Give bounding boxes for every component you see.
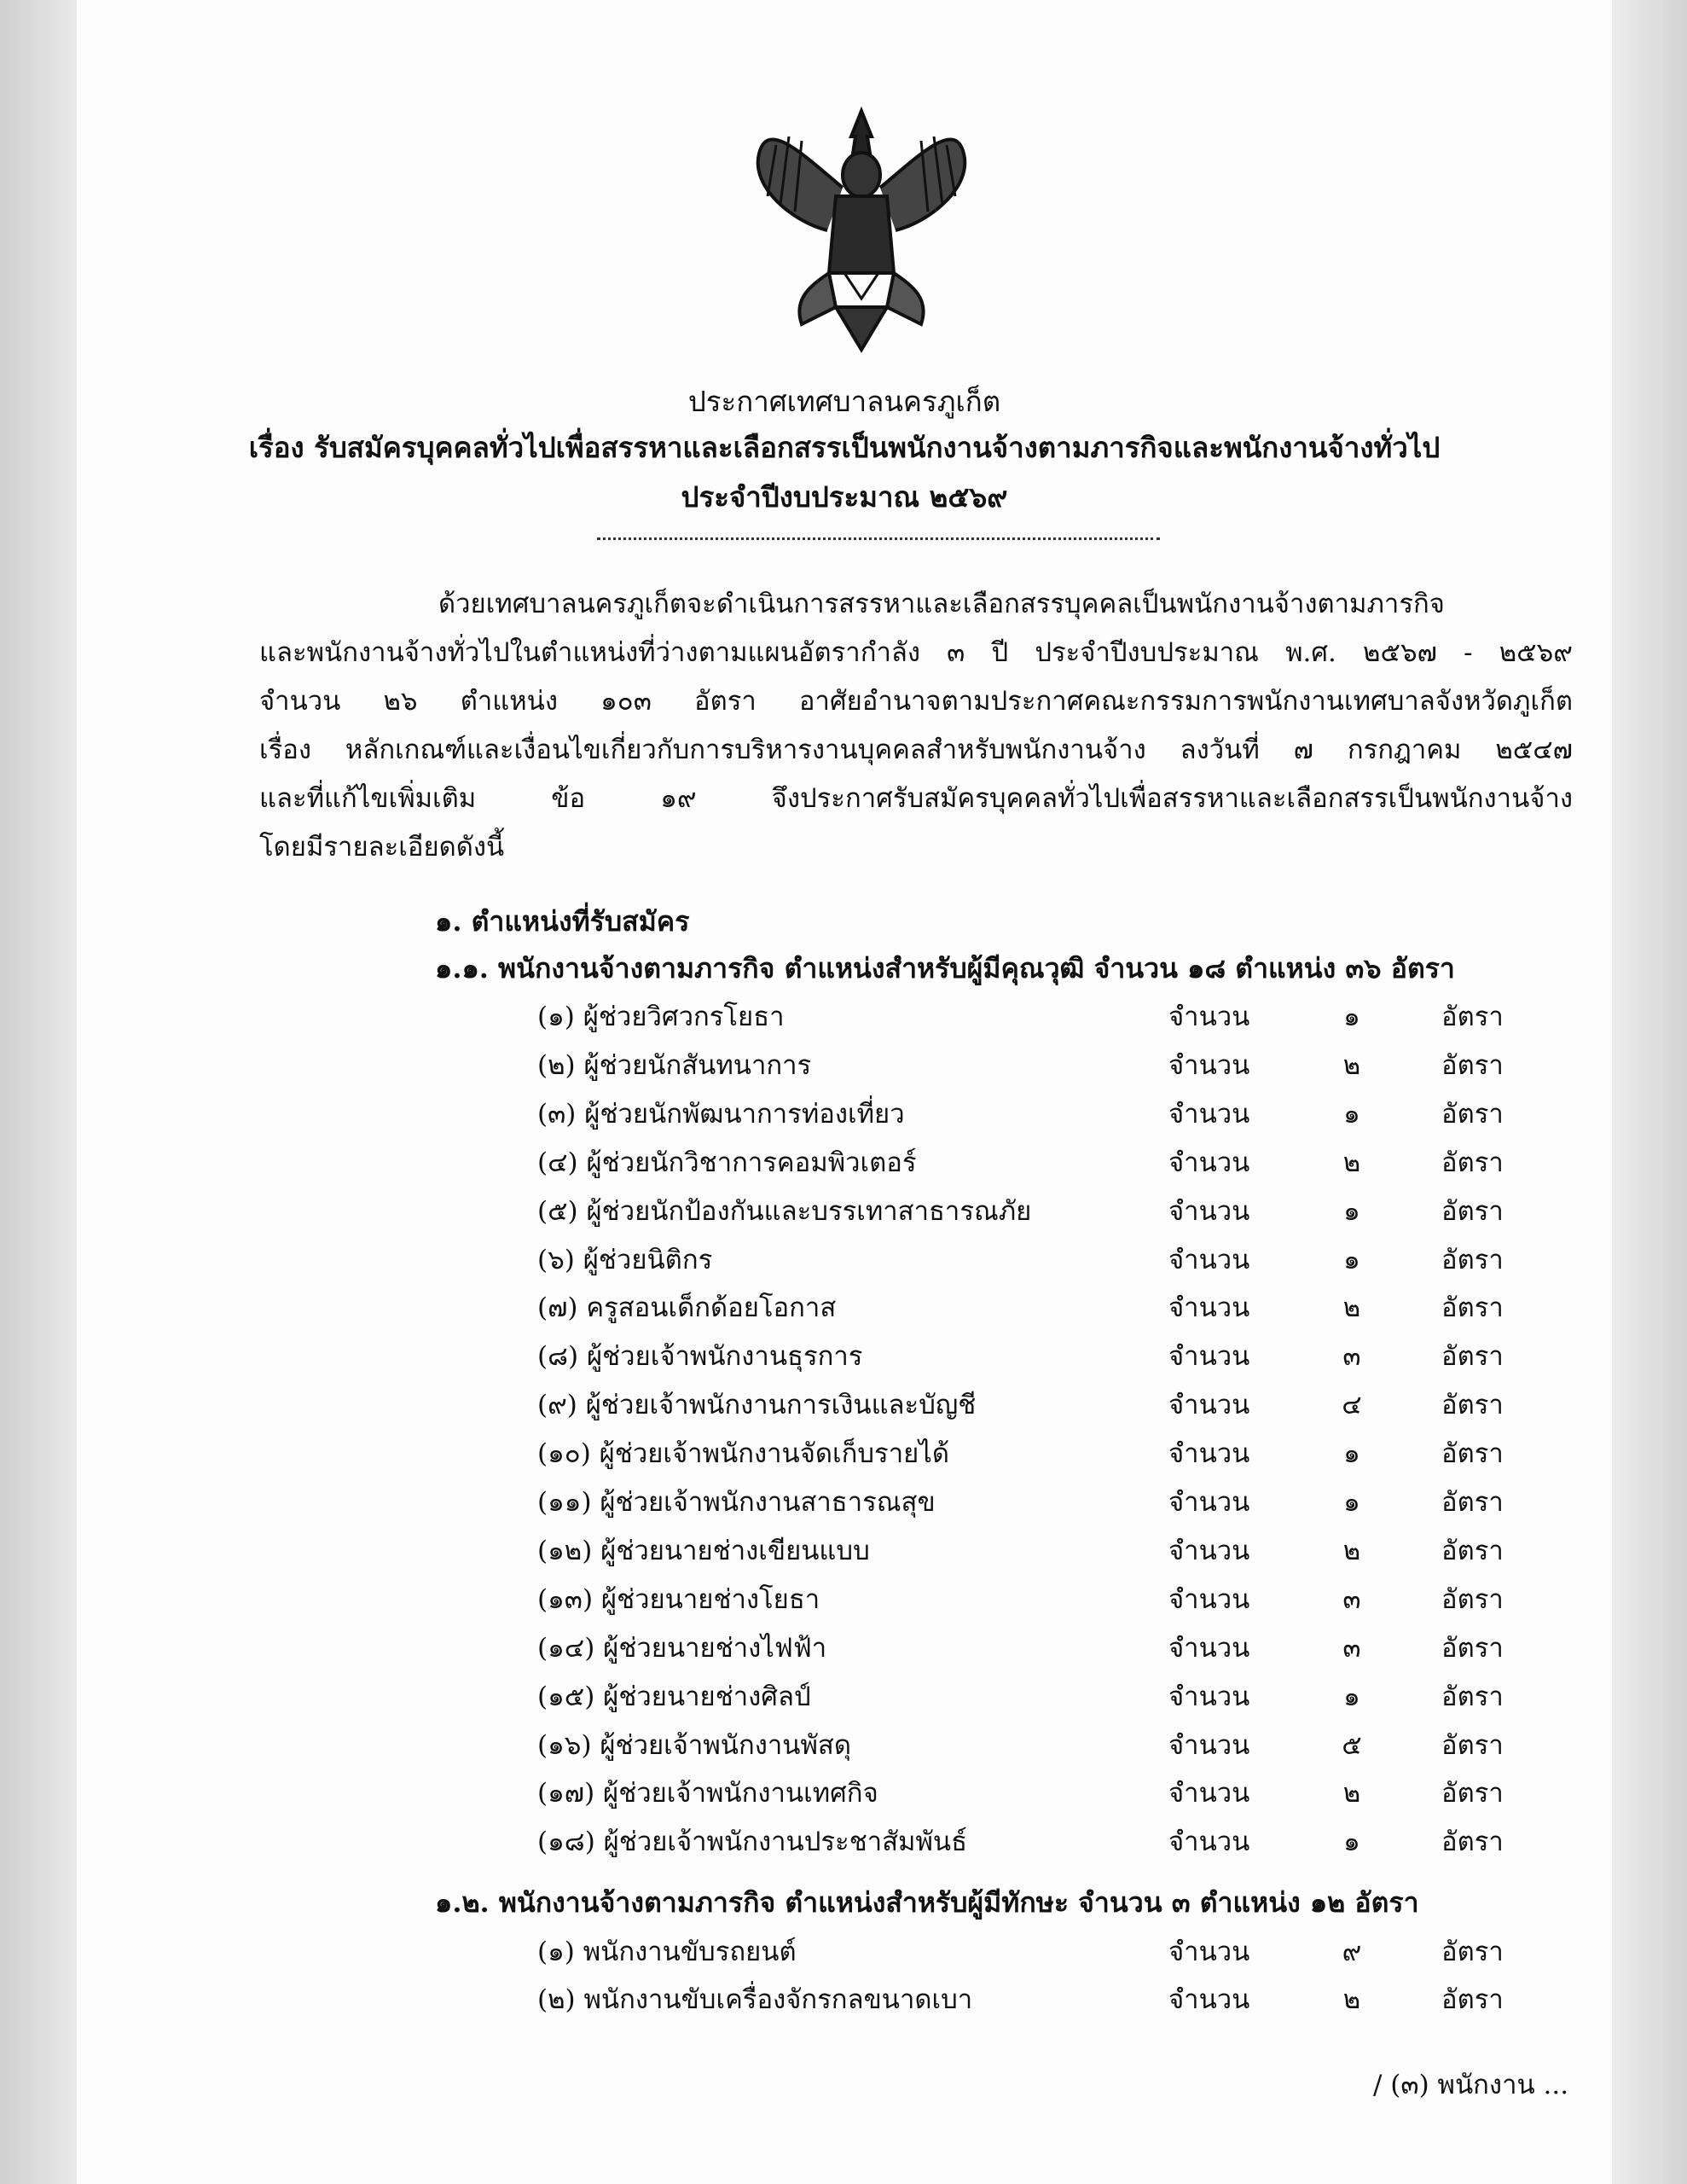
position-count: ๒: [1342, 1984, 1361, 2015]
position-count: ๒: [1342, 1778, 1361, 1809]
position-row: [537, 1978, 1561, 2025]
count-label: จำนวน: [1168, 1292, 1250, 1324]
position-name: (๘) ผู้ช่วยเจ้าพนักงานธุรการ: [537, 1341, 863, 1373]
unit-label: อัตรา: [1441, 1341, 1504, 1373]
position-name: (๑) ผู้ช่วยวิศวกรโยธา: [537, 1002, 785, 1032]
count-label: จำนวน: [1168, 1681, 1250, 1712]
count-label: จำนวน: [1168, 1147, 1250, 1178]
intro-line: ด้วยเทศบาลนครภูเก็ตจะดำเนินการสรรหาและเลือกสรรบุคคลเป็นพนักงานจ้างตามภารกิจ: [438, 589, 1445, 619]
unit-label: อัตรา: [1441, 1535, 1504, 1566]
position-row: [537, 1930, 1561, 1978]
position-row: [537, 1286, 1561, 1333]
position-name: (๒) ผู้ช่วยนักสันทนาการ: [537, 1049, 812, 1081]
unit-label: อัตรา: [1441, 1729, 1504, 1761]
document-page: [77, 0, 1612, 2184]
position-row: [537, 1238, 1561, 1286]
position-row: [537, 1432, 1561, 1479]
position-name: (๑๘) ผู้ช่วยเจ้าพนักงานประชาสัมพันธ์: [537, 1827, 968, 1858]
count-label: จำนวน: [1168, 1002, 1250, 1032]
unit-label: อัตรา: [1441, 1390, 1504, 1421]
position-row: [537, 1771, 1561, 1819]
count-label: จำนวน: [1168, 1244, 1250, 1275]
position-count: ๒: [1342, 1049, 1361, 1081]
position-row: [537, 1092, 1561, 1140]
position-count: ๑: [1343, 1244, 1360, 1275]
position-count: ๑: [1343, 1098, 1360, 1130]
position-name: (๑๑) ผู้ช่วยเจ้าพนักงานสาธารณสุข: [537, 1487, 936, 1518]
position-count: ๑: [1343, 1195, 1360, 1227]
intro-line: โดยมีรายละเอียดดังนี้: [259, 832, 505, 863]
position-name: (๙) ผู้ช่วยเจ้าพนักงานการเงินและบัญชี: [537, 1390, 977, 1421]
count-label: จำนวน: [1168, 1632, 1250, 1664]
position-name: (๒) พนักงานขับเครื่องจักรกลขนาดเบา: [537, 1984, 973, 2015]
unit-label: อัตรา: [1441, 1098, 1504, 1130]
count-label: จำนวน: [1168, 1729, 1250, 1761]
position-name: (๑๒) ผู้ช่วยนายช่างเขียนแบบ: [537, 1535, 870, 1566]
count-label: จำนวน: [1168, 1778, 1250, 1809]
intro-line: เรื่อง หลักเกณฑ์และเงื่อนไขเกี่ยวกับการบริหารงานบุคคลสำหรับพนักงานจ้าง ลงวันที่ ๗ กรกฎาคม ๒๕๔๗: [259, 735, 1573, 765]
position-row: [537, 1820, 1561, 1867]
garuda-emblem-icon: [742, 102, 981, 358]
position-count: ๓: [1342, 1583, 1361, 1615]
announcement-title: ประกาศเทศบาลนครภูเก็ต: [687, 385, 1001, 418]
count-label: จำนวน: [1168, 1583, 1250, 1615]
unit-label: อัตรา: [1441, 1937, 1504, 1967]
scan-edge-right: [1612, 0, 1687, 2184]
scan-edge-left: [0, 0, 77, 2184]
intro-line: และพนักงานจ้างทั่วไปในตำแหน่งที่ว่างตามแผนอัตรากำลัง ๓ ปี ประจำปีงบประมาณ พ.ศ. ๒๕๖๗ - ๒๕๖๙: [259, 637, 1573, 668]
unit-label: อัตรา: [1441, 1827, 1504, 1858]
page-continuation: / (๓) พนักงาน ...: [1373, 2070, 1569, 2100]
count-label: จำนวน: [1168, 1390, 1250, 1421]
unit-label: อัตรา: [1441, 1049, 1504, 1081]
dotted-divider: [597, 537, 1160, 540]
unit-label: อัตรา: [1441, 1487, 1504, 1518]
position-row: [537, 1529, 1561, 1577]
position-name: (๑๐) ผู้ช่วยเจ้าพนักงานจัดเก็บรายได้: [537, 1438, 949, 1470]
unit-label: อัตรา: [1441, 1292, 1504, 1324]
position-count: ๒: [1342, 1535, 1361, 1566]
unit-label: อัตรา: [1441, 1244, 1504, 1275]
unit-label: อัตรา: [1441, 1632, 1504, 1664]
unit-label: อัตรา: [1441, 1778, 1504, 1809]
count-label: จำนวน: [1168, 1341, 1250, 1373]
count-label: จำนวน: [1168, 1937, 1250, 1967]
position-row: [537, 1480, 1561, 1528]
announcement-fiscal-year: ประจำปีงบประมาณ ๒๕๖๙: [681, 480, 1008, 514]
position-row: [537, 1334, 1561, 1382]
position-row: [537, 1577, 1561, 1625]
position-row: [537, 1675, 1561, 1722]
position-count: ๙: [1342, 1937, 1362, 1967]
section-heading: ๑. ตำแหน่งที่รับสมัคร: [435, 905, 690, 938]
position-name: (๑๕) ผู้ช่วยนายช่างศิลป์: [537, 1681, 811, 1712]
count-label: จำนวน: [1168, 1049, 1250, 1081]
intro-line: จำนวน ๒๖ ตำแหน่ง ๑๐๓ อัตรา อาศัยอำนาจตามประกาศคณะกรรมการพนักงานเทศบาลจังหวัดภูเก็ต: [259, 686, 1573, 717]
position-count: ๑: [1343, 1681, 1360, 1712]
position-count: ๑: [1343, 1438, 1360, 1470]
position-count: ๑: [1343, 1002, 1360, 1032]
unit-label: อัตรา: [1441, 1147, 1504, 1178]
position-name: (๖) ผู้ช่วยนิติกร: [537, 1244, 713, 1275]
position-row: [537, 1189, 1561, 1237]
position-count: ๑: [1343, 1827, 1360, 1858]
count-label: จำนวน: [1168, 1535, 1250, 1566]
position-count: ๓: [1342, 1632, 1361, 1664]
position-row: [537, 995, 1561, 1043]
position-name: (๑๖) ผู้ช่วยเจ้าพนักงานพัสดุ: [537, 1729, 851, 1761]
unit-label: อัตรา: [1441, 1583, 1504, 1615]
position-count: ๓: [1342, 1341, 1361, 1373]
position-name: (๕) ผู้ช่วยนักป้องกันและบรรเทาสาธารณภัย: [537, 1195, 1032, 1227]
position-row: [537, 1043, 1561, 1091]
position-count: ๑: [1343, 1487, 1360, 1518]
subsection-heading: ๑.๑. พนักงานจ้างตามภารกิจ ตำแหน่งสำหรับผู้มีคุณวุฒิ จำนวน ๑๘ ตำแหน่ง ๓๖ อัตรา: [435, 952, 1455, 985]
unit-label: อัตรา: [1441, 1002, 1504, 1032]
count-label: จำนวน: [1168, 1438, 1250, 1470]
count-label: จำนวน: [1168, 1984, 1250, 2015]
position-count: ๕: [1342, 1729, 1362, 1761]
count-label: จำนวน: [1168, 1098, 1250, 1130]
announcement-subject: เรื่อง รับสมัครบุคคลทั่วไปเพื่อสรรหาและเลือกสรรเป็นพนักงานจ้างตามภารกิจและพนักงานจ้างทั่วไป: [248, 431, 1441, 464]
position-row: [537, 1141, 1561, 1188]
position-name: (๓) ผู้ช่วยนักพัฒนาการท่องเที่ยว: [537, 1098, 905, 1130]
position-count: ๔: [1342, 1390, 1362, 1421]
position-row: [537, 1383, 1561, 1431]
count-label: จำนวน: [1168, 1487, 1250, 1518]
count-label: จำนวน: [1168, 1827, 1250, 1858]
unit-label: อัตรา: [1441, 1984, 1504, 2015]
position-name: (๑๔) ผู้ช่วยนายช่างไฟฟ้า: [537, 1632, 827, 1664]
position-name: (๑) พนักงานขับรถยนต์: [537, 1937, 797, 1967]
position-count: ๒: [1342, 1292, 1361, 1324]
position-name: (๔) ผู้ช่วยนักวิชาการคอมพิวเตอร์: [537, 1147, 917, 1178]
unit-label: อัตรา: [1441, 1195, 1504, 1227]
subsection-heading: ๑.๒. พนักงานจ้างตามภารกิจ ตำแหน่งสำหรับผู้มีทักษะ จำนวน ๓ ตำแหน่ง ๑๒ อัตรา: [435, 1886, 1419, 1919]
unit-label: อัตรา: [1441, 1681, 1504, 1712]
position-count: ๒: [1342, 1147, 1361, 1178]
position-name: (๑๗) ผู้ช่วยเจ้าพนักงานเทศกิจ: [537, 1778, 878, 1809]
position-row: [537, 1626, 1561, 1674]
position-row: [537, 1723, 1561, 1771]
unit-label: อัตรา: [1441, 1438, 1504, 1470]
position-name: (๗) ครูสอนเด็กด้อยโอกาส: [537, 1292, 837, 1324]
intro-paragraph: [259, 580, 1573, 872]
position-name: (๑๓) ผู้ช่วยนายช่างโยธา: [537, 1583, 820, 1615]
count-label: จำนวน: [1168, 1195, 1250, 1227]
intro-line: และที่แก้ไขเพิ่มเติม ข้อ ๑๙ จึงประกาศรับสมัครบุคคลทั่วไปเพื่อสรรหาและเลือกสรรเป็นพนักงานจ้าง: [259, 783, 1573, 814]
